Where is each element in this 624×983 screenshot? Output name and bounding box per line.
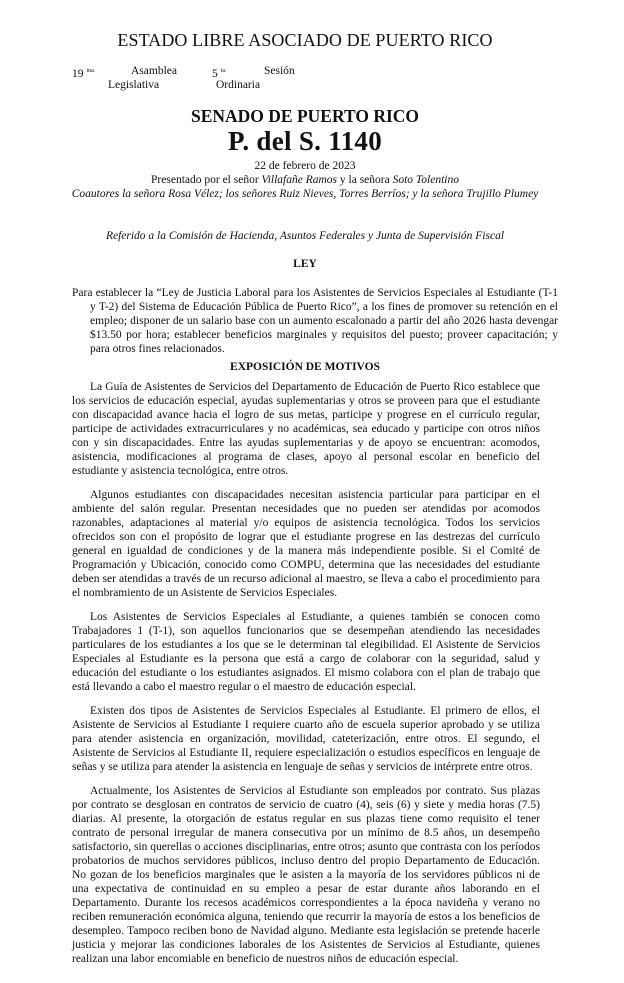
session-number-value: 5 [212,68,218,80]
motives-paragraph: Los Asistentes de Servicios Especiales al Estudiante, a quienes también se conocen como Trabajadores 1 (T-1), son aquellos funcionarios que se desempeñan atendiendo las necesidades particulares de los estudiantes a los que se le determinan tal elegibilidad. El Asistente de Servicios Especiales al Estudiante es la persona que está a cargo de colaborar con la seguridad, salud y educación del estudiante o los estudiantes asignados. El mismo colabora con el plan de trabajo que está llevando a cabo el maestro regular o el maestro de educación especial. [72,611,540,693]
presented-by [60,173,550,187]
presented-mid: y la señora [337,174,393,186]
presented-prefix: Presentado por el señor [151,174,262,186]
law-heading: LEY [293,258,317,270]
presenter-1: Villafañe Ramos [261,174,338,186]
motives-paragraph: Algunos estudiantes con discapacidades necesitan asistencia particular para participar en el ambiente del salón regular. Presentan necesidades que no pueden ser atendidas por acomodos razonables, adaptaciones al material y/o equipos de asistencia tecnológica. Todos los servicios ofrecidos son con el propósito de lograr que el estudiante progrese en las destrezas del currículo general en igualdad de condiciones y de la manera más independiente posible. Si el Comité de Programación y Ubicación, conocido como COMPU, determina que las necesidades del estudiante deben ser atendidas a través de un recurso adicional al maestro, se lleva a cabo el procedimiento para el nombramiento de un Asistente de Servicios Especiales. [72,489,540,599]
referred-to-committee: Referido a la Comisión de Hacienda, Asuntos Federales y Junta de Supervisión Fiscal [105,230,505,242]
bill-number: P. del S. 1140 [228,126,382,156]
assembly-number-value: 19 [72,68,84,80]
bill-date: 22 de febrero de 2023 [254,160,356,172]
presenter-2: Soto Tolentino [392,174,459,186]
assembly-label-2: Legislativa [108,79,160,91]
chamber-title: SENADO DE PUERTO RICO [190,106,420,126]
state-title: ESTADO LIBRE ASOCIADO DE PUERTO RICO [117,30,493,50]
assembly-number [72,65,95,81]
session-suffix: ta. [220,68,227,74]
session-label-1: Sesión [264,65,295,77]
coauthors: Coautores la señora Rosa Vélez; los señores Ruiz Nieves, Torres Berríos; y la señora Trujillo Plumey [71,188,539,200]
law-summary: Para establecer la “Ley de Justicia Laboral para los Asistentes de Servicios Especiales al Estudiante (T-1 y T-2) del Sistema de Educación Pública de Puerto Rico”, a los fines de promover su retención en el empleo; disponer de un salario base con un aumento escalonado a partir del año 2026 hasta devengar $13.50 por hora; establecer beneficios marginales y requisitos del puesto; proveer capacitación; y para otros fines relacionados. [72,287,558,355]
motives-paragraph: La Guía de Asistentes de Servicios del Departamento de Educación de Puerto Rico establece que los servicios de educación especial, ayudas suplementarias y otros se proveen para que el estudiante con discapacidad avance hacia el logro de sus metas, participe y progrese en el currículo regular, participe de actividades extracurriculares y no académicas, sea educado y participe con otros niños con y sin discapacidades. Entre las ayudas suplementarias y de apoyo se encuentran: acomodos, asistencia, modificaciones al programa de clases, apoyo al personal escolar en beneficio del estudiante y asistencia tecnológica, entre otros. [72,381,540,477]
motives-paragraph: Existen dos tipos de Asistentes de Servicios Especiales al Estudiante. El primero de ellos, el Asistente de Servicios al Estudiante I requiere cuarto año de escuela superior aprobado y se utiliza para atender asistencia en organización, movilidad, cateterización, entre otros. El segundo, el Asistente de Servicios al Estudiante II, requiere especialización o estudios específicos en lenguaje de señas y se utiliza para atender la asistencia en lenguaje de señas y servicios de intérprete entre otros. [72,705,540,773]
motives-body [72,380,540,976]
session-label-2: Ordinaria [216,79,261,91]
motives-paragraph: Actualmente, los Asistentes de Servicios al Estudiante son empleados por contrato. Sus plazas por contrato se desglosan en contratos de servicio de cuatro (4), seis (6) y siete y media horas (7.5) diarias. Al presente, la otorgación de estatus regular en sus plazas tiene como requisito el tener contrato de personal irregular de manera consecutiva por un mínimo de 8.5 años, un desempeño satisfactorio, sin querellas o acciones disciplinarias, entre otros; asunto que contrasta con los períodos probatorios de muchos servidores públicos, incluso dentro del propio Departamento de Educación. No gozan de los beneficios marginales que le asisten a la mayoría de los servidores públicos ni de una expectativa de continuidad en su empleo a pesar de estar durante años laborando en el Departamento. Durante los recesos académicos correspondientes a la época navideña y verano no reciben remuneración económica alguna, teniendo que recurrir la mayoría de estos a los beneficios de desempleo. Tampoco reciben bono de Navidad alguno. Mediante esta legislación se pretende hacerle justicia y mejorar las condiciones laborales de los Asistentes de Servicios al Estudiante, quienes realizan una labor encomiable en beneficio de nuestros niños de educación especial. [72,785,540,965]
assembly-label-1: Asamblea [131,65,177,77]
assembly-suffix: ma. [86,68,96,74]
session-info [72,65,472,95]
motives-heading: EXPOSICIÓN DE MOTIVOS [230,361,380,373]
